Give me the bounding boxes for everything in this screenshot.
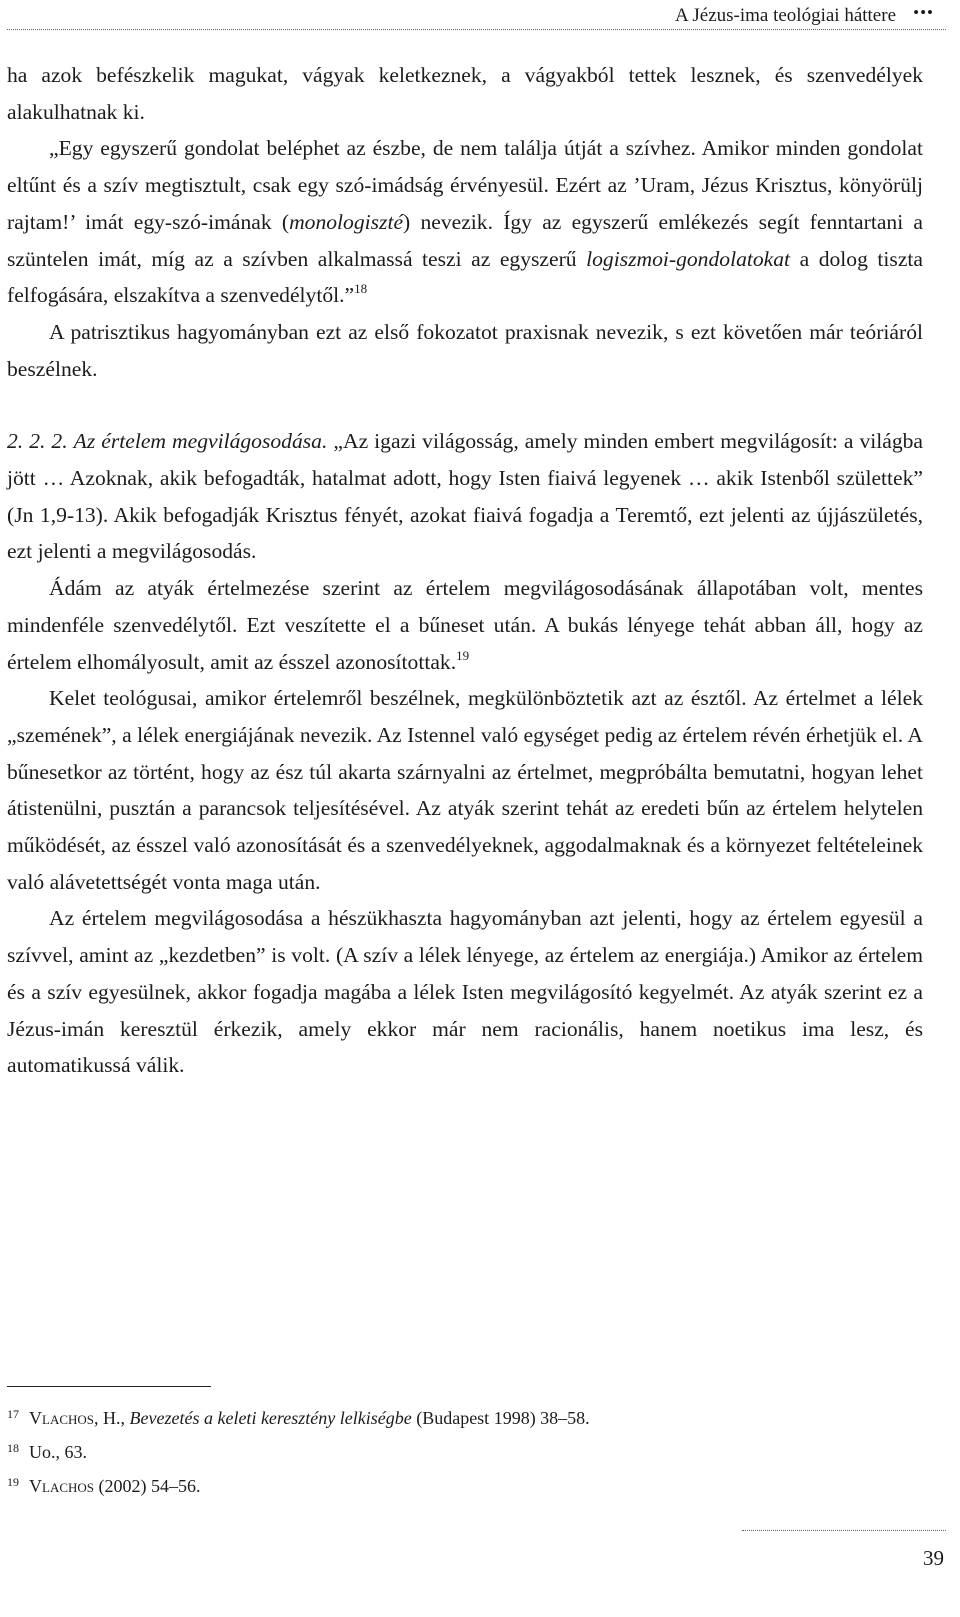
header-ornament: ••• [913, 3, 934, 22]
header-rule [7, 29, 946, 30]
footnote-19: $^{19}$ Vlachos (2002) 54–56. [7, 1475, 201, 1496]
page-number-rule [742, 1530, 946, 1531]
section-number: 2. 2. 2. [7, 429, 68, 454]
page-number: 39 [923, 1546, 944, 1570]
paragraph-5: Ádám az atyák értelmezése szerint az értelem megvilágosodásának állapotában volt, mentes mindenféle szenvedélytől. Ezt veszítette el a bűneset után. A bukás lényege tehát abban áll, hogy az értelem elhomályosult, amit az ésszel azonosítottak.$^{19}$ [7, 576, 923, 674]
footnote-17: $^{17}$ Vlachos, H., Bevezetés a keleti keresztény lelkiségbe (Budapest 1998) 38–58. [7, 1407, 590, 1428]
section-paragraph: 2. 2. 2. Az értelem megvilágosodása. „Az igazi világosság, amely minden embert megvilágosít: a világba jött … Azoknak, akik befogadták, hatalmat adott, hogy Isten fiaivá legyenek … akik Istenből születtek” (Jn 1,9-13). Akik befogadják Krisztus fényét, azokat fiaivá fogadja a Teremtő, ezt jelenti az újjászületés, ezt jelenti a megvilágosodás. [7, 429, 924, 564]
footnote-18: $^{18}$ Uo., 63. [7, 1441, 87, 1462]
paragraph-7: Az értelem megvilágosodása a hészükhaszta hagyományban azt jelenti, hogy az értelem egyesül a szívvel, amint az „kezdetben” is volt. (A szív a lélek lényege, az értelem az energiája.) Amikor az értelem és a szív egyesülnek, akkor fogadja magába a lélek Isten megvilágosító kegyelmét. Az atyák szerint ez a Jézus-imán keresztül érkezik, amely ekkor már nem racionális, hanem noetikus ima lesz, és automatikussá válik. [7, 906, 923, 1078]
running-header-title: A Jézus-ima teológiai háttere [674, 5, 896, 26]
footnotes [7, 1399, 923, 1501]
paragraph-1: ha azok befészkelik magukat, vágyak keletkeznek, a vágyakból tettek lesznek, és szenvedélyek alakulhatnak ki. [7, 63, 923, 124]
footnote-ref-18: 18 [354, 281, 368, 297]
section-gap [7, 387, 923, 423]
footnote-rule [7, 1386, 211, 1387]
footnote-ref-19: 19 [456, 647, 470, 663]
body-text [7, 57, 923, 1084]
paragraph-2: „Egy egyszerű gondolat beléphet az észbe, de nem találja útját a szívhez. Amikor minden gondolat eltűnt és a szív megtisztult, csak egy szó-imádság érvényesül. Ezért az ’Uram, Jézus Krisztus, könyörülj rajtam!’ imát egy-szó-imának (monologiszté) nevezik. Így az egyszerű emlékezés segít fenntartani a szüntelen imát, míg az a szívben alkalmassá teszi az egyszerű logiszmoi-gondolatokat a dolog tiszta felfogására, elszakítva a szenvedélytől.”$^{18}$ [7, 136, 923, 308]
section-title: Az értelem megvilágosodása. [73, 429, 328, 454]
paragraph-6: Kelet teológusai, amikor értelemről beszélnek, megkülönböztetik azt az észtől. Az értelmet a lélek „szemének”, a lélek energiájának nevezik. Az Istennel való egységet pedig az értelem révén érhetjük el. A bűnesetkor az történt, hogy az ész túl akarta szárnyalni az értelmet, megpróbálta bemutatni, hogyan lehet átistenülni, pusztán a parancsok teljesítésével. Az atyák szerint tehát az eredeti bűn az értelem helytelen működését, az ésszel való azonosítását és a szenvedélyeknek, aggodalmaknak és a környezet feltételeinek való alávetettségét vonta maga után. [7, 686, 923, 894]
running-header [7, 2, 946, 28]
paragraph-3: A patrisztikus hagyományban ezt az első fokozatot praxisnak nevezik, s ezt követően már teóriáról beszélnek. [7, 319, 923, 381]
